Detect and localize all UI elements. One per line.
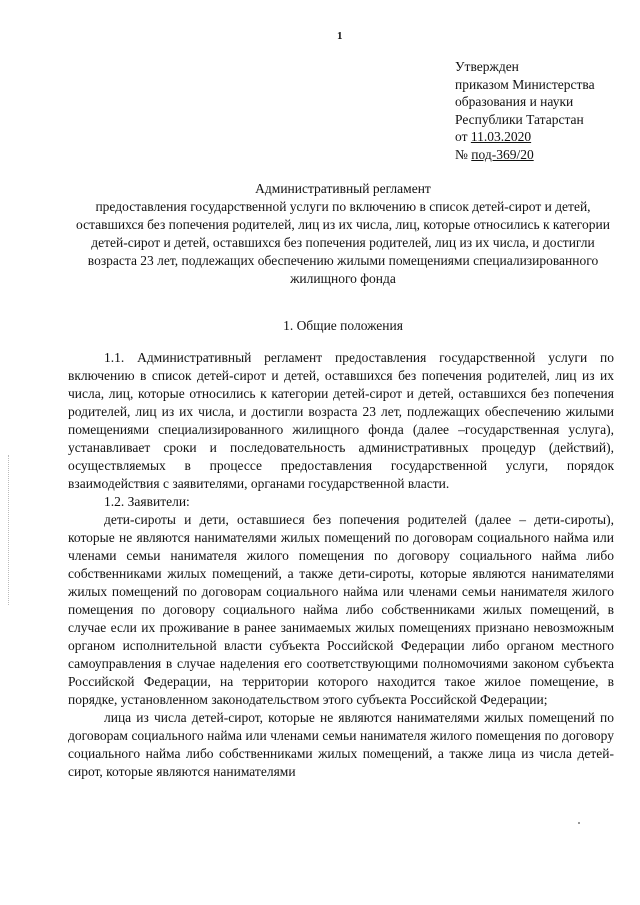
document-title <box>68 180 618 288</box>
scan-artifact <box>578 822 580 824</box>
approval-number-prefix: № <box>455 146 472 162</box>
approval-line: приказом Министерства <box>455 76 595 92</box>
approval-line: образования и науки <box>455 94 574 109</box>
paragraph: 1.1. Административный регламент предоставления государственной услуги по включению в список детей-сирот и детей, оставшихся без попечения родителей, лиц из их числа, лиц, которые относились к категории детей-сирот и детей, оставшихся без попечения родителей, лиц из их числа, и достигли возраста 23 лет, подлежащих обеспечению жилыми помещениями специализированного жилищного фонда (далее –государственная услуга), устанавливает сроки и последовательность административных процедур (действий), осуществляемых в процессе предоставления государственной услуги, порядок взаимодействия с заявителями, органами государственной власти. <box>68 350 614 491</box>
approval-number-line <box>455 146 595 164</box>
approval-line: Республики Татарстан <box>455 111 584 127</box>
approval-date: 11.03.2020 <box>470 129 532 144</box>
page-number: 1 <box>337 30 343 42</box>
approval-line: Утвержден <box>455 59 519 74</box>
document-title-subject: предоставления государственной услуги по включению в список детей-сирот и детей, оставшихся без попечения родителей, лиц из их числа, лиц, которые относились к категории детей-сирот и детей, оставшихся без попечения родителей, лиц из их числа, и достигли возраста 23 лет, подлежащих обеспечению жилыми помещениями специализированного жилищного фонда <box>76 199 610 286</box>
approval-number: под-369/20 <box>471 146 534 162</box>
approval-stamp <box>455 58 595 163</box>
paragraph: 1.2. Заявители: <box>104 494 190 509</box>
scan-margin-marks <box>8 455 10 605</box>
document-title-heading: Административный регламент <box>255 181 431 196</box>
paragraph: лица из числа детей-сирот, которые не являются нанимателями жилых помещений по договорам социального найма или членами семьи нанимателя жилого помещения по договору социального найма либо собственниками жилых помещений, а также лица из числа детей-сирот, которые являются нанимателями <box>68 710 614 779</box>
approval-date-line <box>455 128 595 146</box>
paragraph: дети-сироты и дети, оставшиеся без попечения родителей (далее – дети-сироты), которые не являются нанимателями жилых помещений по договорам социального найма или членами семьи нанимателя жилого помещения по договору социального найма либо собственниками жилых помещений, а также дети-сироты, которые являются нанимателями жилых помещений по договорам социального найма или членами семьи нанимателя жилого помещения по договору социального найма либо собственниками жилых помещений, в случае если их проживание в ранее занимаемых жилых помещениях признано невозможным органом исполнительной власти субъекта Российской Федерации либо органом местного самоуправления в случае наделения его соответствующими полномочиями законом субъекта Российской Федерации, на территории которого находится такое жилое помещение, в порядке, установленном законодательством этого субъекта Российской Федерации; <box>68 512 614 707</box>
document-body <box>68 349 614 781</box>
approval-date-prefix: от <box>455 129 471 144</box>
section-heading: 1. Общие положения <box>283 318 403 333</box>
